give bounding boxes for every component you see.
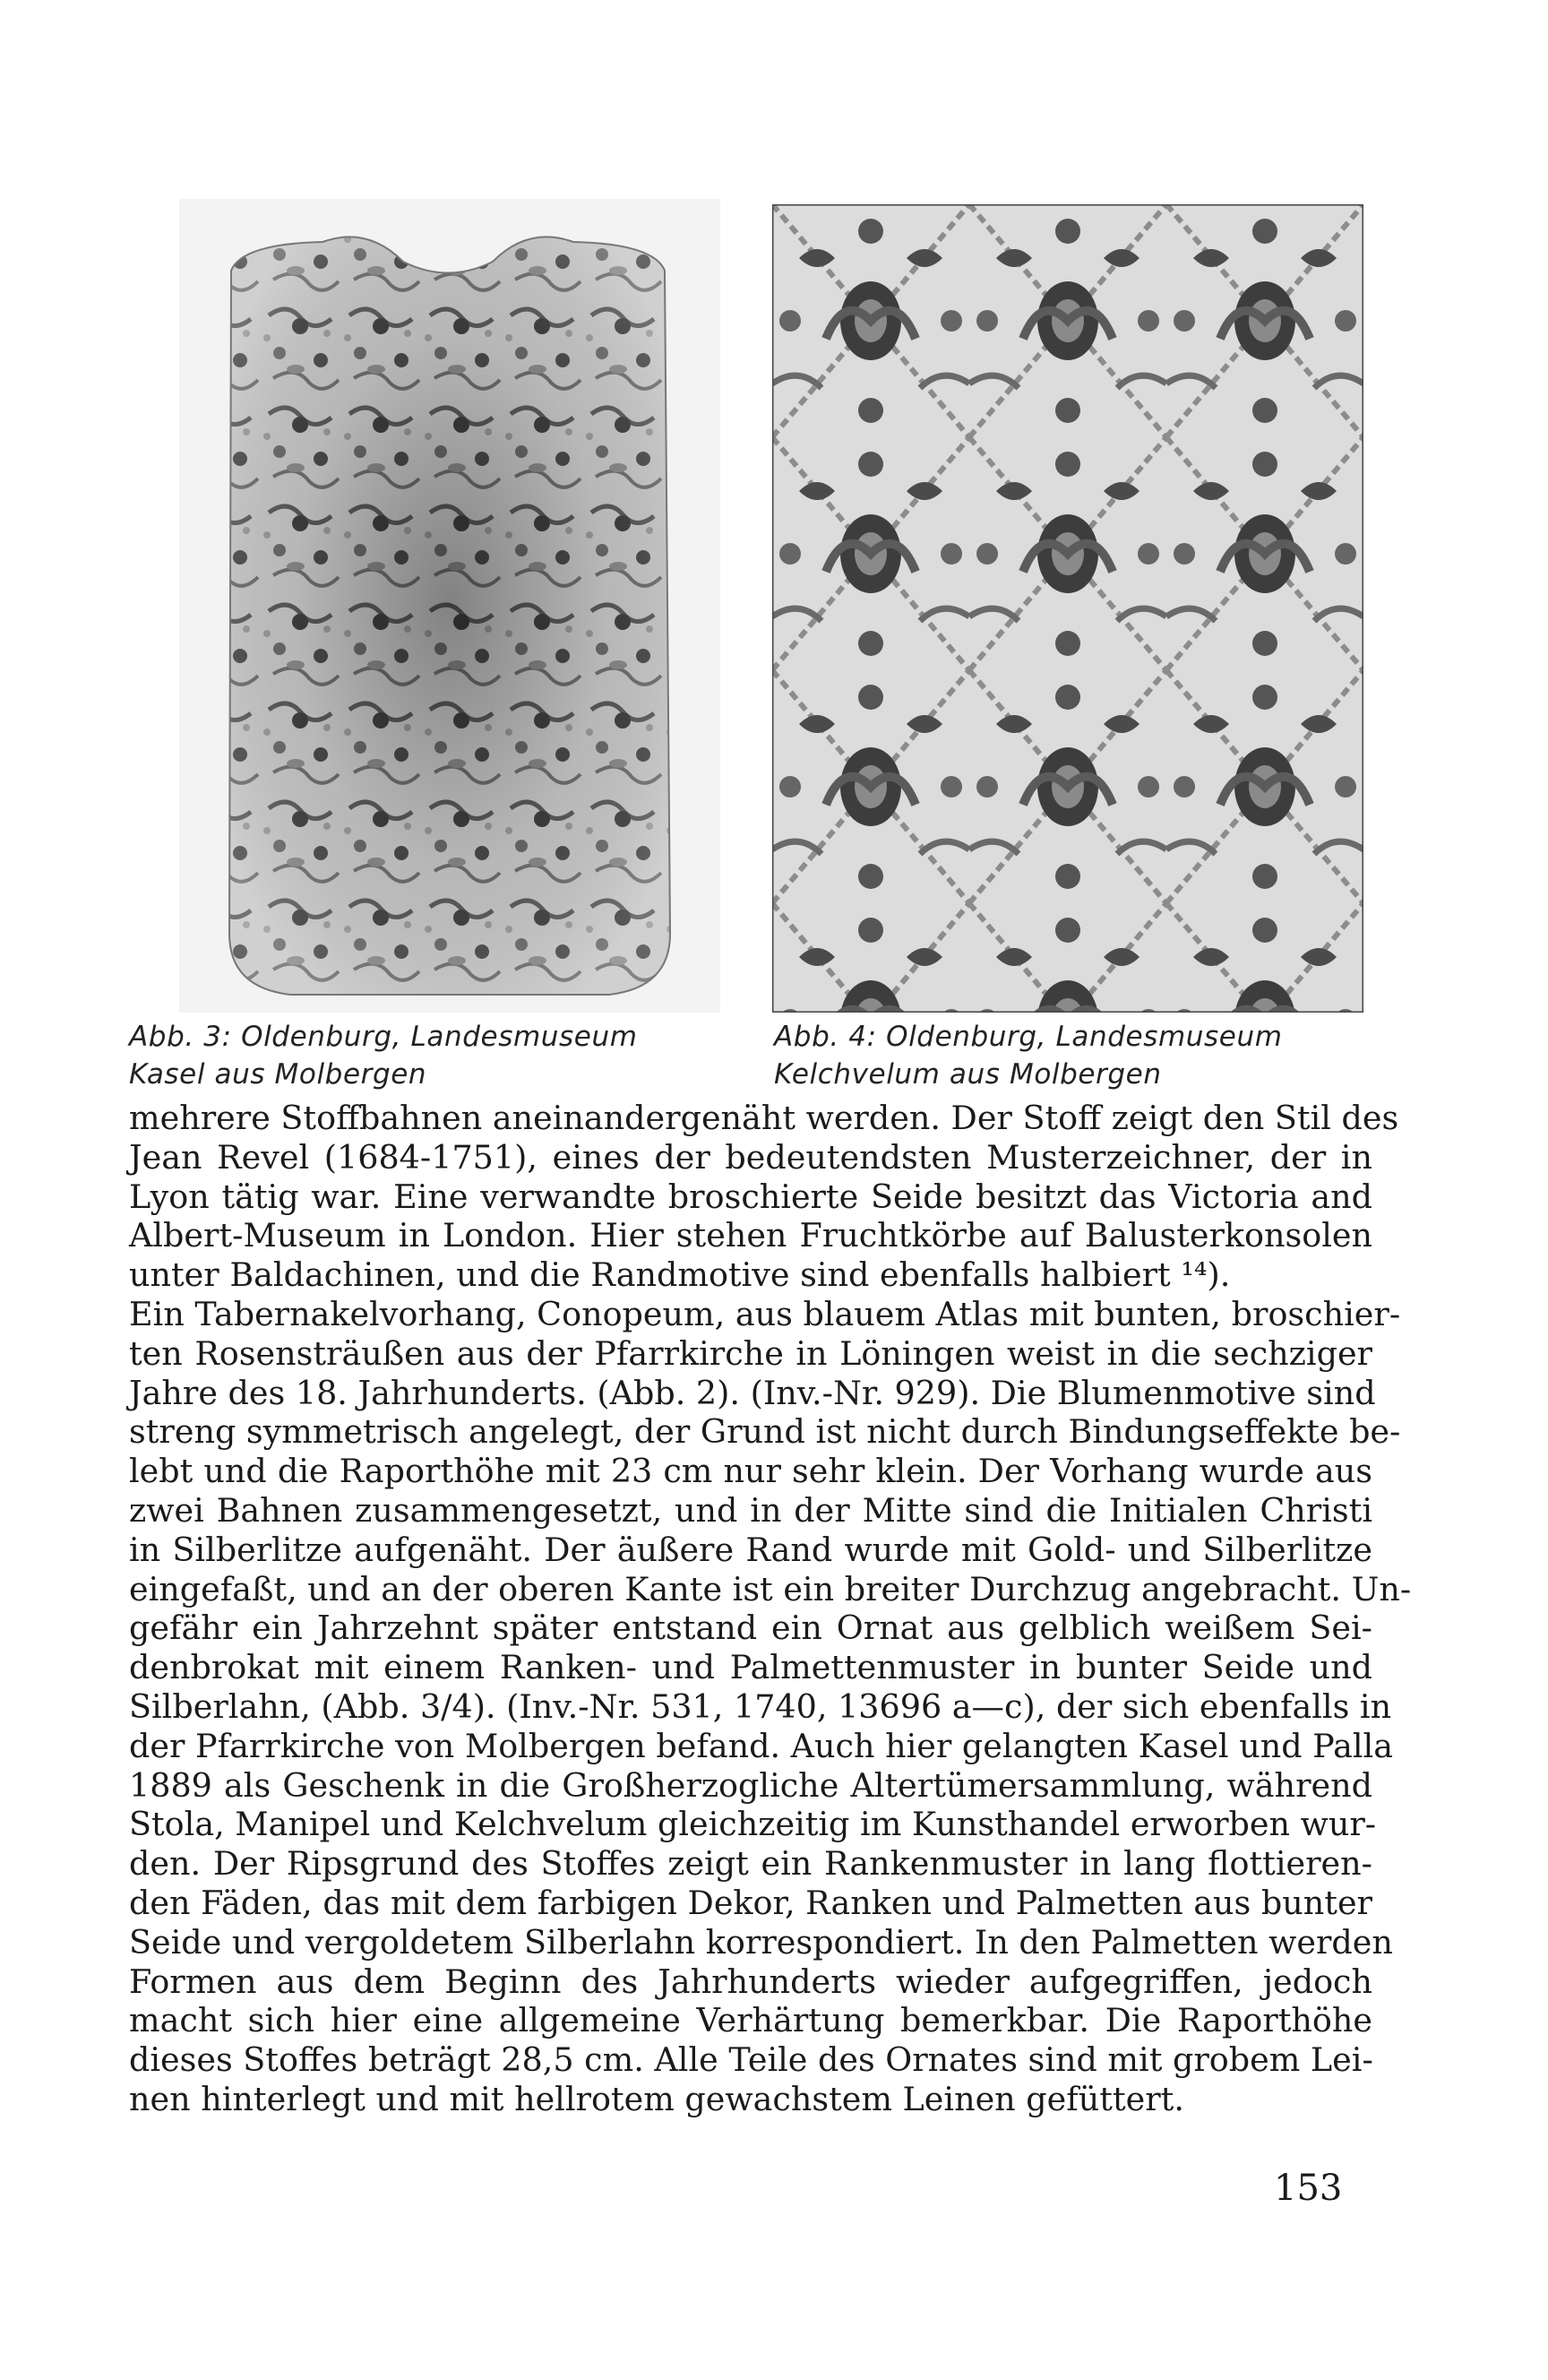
text-line: Seide und vergoldetem Silberlahn korrespondiert. In den Palmetten werden xyxy=(129,1922,1393,1962)
page-number: 153 xyxy=(1274,2168,1343,2209)
text-line: den. Der Ripsgrund des Stoffes zeigt ein Rankenmuster in lang flottieren- xyxy=(129,1844,1372,1884)
text-line: Jean Revel (1684-1751), eines der bedeutendsten Musterzeichner, der in xyxy=(129,1137,1372,1177)
text-line: denbrokat mit einem Ranken- und Palmettenmuster in bunter Seide und xyxy=(129,1648,1372,1687)
text-line: Jahre des 18. Jahrhunderts. (Abb. 2). (Inv.-Nr. 929). Die Blumenmotive sind xyxy=(129,1373,1376,1412)
text-line: streng symmetrisch angelegt, der Grund ist nicht durch Bindungseffekte be- xyxy=(129,1412,1401,1452)
chasuble-image xyxy=(179,199,720,1013)
chasuble-photo xyxy=(179,199,720,1013)
text-line: in Silberlitze aufgenäht. Der äußere Rand wurde mit Gold- und Silberlitze xyxy=(129,1530,1372,1569)
chalice-veil-image xyxy=(772,204,1363,1013)
caption-line: Abb. 4: Oldenburg, Landesmuseum xyxy=(774,1021,1283,1053)
text-line: ten Rosensträußen aus der Pfarrkirche in Löningen weist in die sechziger xyxy=(129,1333,1372,1373)
text-line: macht sich hier eine allgemeine Verhärtung bemerkbar. Die Raporthöhe xyxy=(129,2001,1372,2040)
text-line: lebt und die Raporthöhe mit 23 cm nur sehr klein. Der Vorhang wurde aus xyxy=(129,1452,1372,1491)
text-line: mehrere Stoffbahnen aneinandergenäht werden. Der Stoff zeigt den Stil des xyxy=(129,1099,1399,1137)
text-line: Lyon tätig war. Eine verwandte broschierte Seide besitzt das Victoria and xyxy=(129,1177,1372,1216)
text-line: den Fäden, das mit dem farbigen Dekor, Ranken und Palmetten aus bunter xyxy=(129,1883,1372,1922)
text-line: der Pfarrkirche von Molbergen befand. Auch hier gelangten Kasel und Palla xyxy=(129,1726,1393,1765)
caption-line: Kelchvelum aus Molbergen xyxy=(774,1058,1162,1091)
chalice-veil-photo xyxy=(772,204,1363,1013)
text-line: gefähr ein Jahrzehnt später entstand ein Ornat aus gelblich weißem Sei- xyxy=(129,1608,1372,1648)
text-line: Formen aus dem Beginn des Jahrhunderts wieder aufgegriffen, jedoch xyxy=(129,1962,1372,2001)
text-line: eingefaßt, und an der oberen Kante ist ein breiter Durchzug angebracht. Un- xyxy=(129,1569,1412,1608)
figure-4-caption xyxy=(774,1018,1283,1093)
text-line: Silberlahn, (Abb. 3/4). (Inv.-Nr. 531, 1740, 13696 a—c), der sich ebenfalls in xyxy=(129,1686,1392,1726)
caption-line: Kasel aus Molbergen xyxy=(129,1058,427,1091)
body-text xyxy=(129,1099,1412,2119)
text-line: zwei Bahnen zusammengesetzt, und in der Mitte sind die Initialen Christi xyxy=(129,1490,1372,1530)
text-line: Ein Tabernakelvorhang, Conopeum, aus blauem Atlas mit bunten, broschier- xyxy=(129,1294,1401,1333)
text-line: unter Baldachinen, und die Randmotive sind ebenfalls halbiert ¹⁴). xyxy=(129,1255,1231,1295)
text-line: nen hinterlegt und mit hellrotem gewachstem Leinen gefüttert. xyxy=(129,2079,1184,2118)
text-line: Stola, Manipel und Kelchvelum gleichzeitig im Kunsthandel erworben wur- xyxy=(129,1805,1377,1844)
caption-line: Abb. 3: Oldenburg, Landesmuseum xyxy=(129,1021,638,1053)
text-line: Albert-Museum in London. Hier stehen Fruchtkörbe auf Balusterkonsolen xyxy=(129,1216,1372,1255)
text-line: dieses Stoffes beträgt 28,5 cm. Alle Teile des Ornates sind mit grobem Lei- xyxy=(129,2040,1373,2080)
figure-3-caption xyxy=(129,1018,638,1093)
text-line: 1889 als Geschenk in die Großherzogliche Altertümersammlung, während xyxy=(129,1765,1372,1805)
